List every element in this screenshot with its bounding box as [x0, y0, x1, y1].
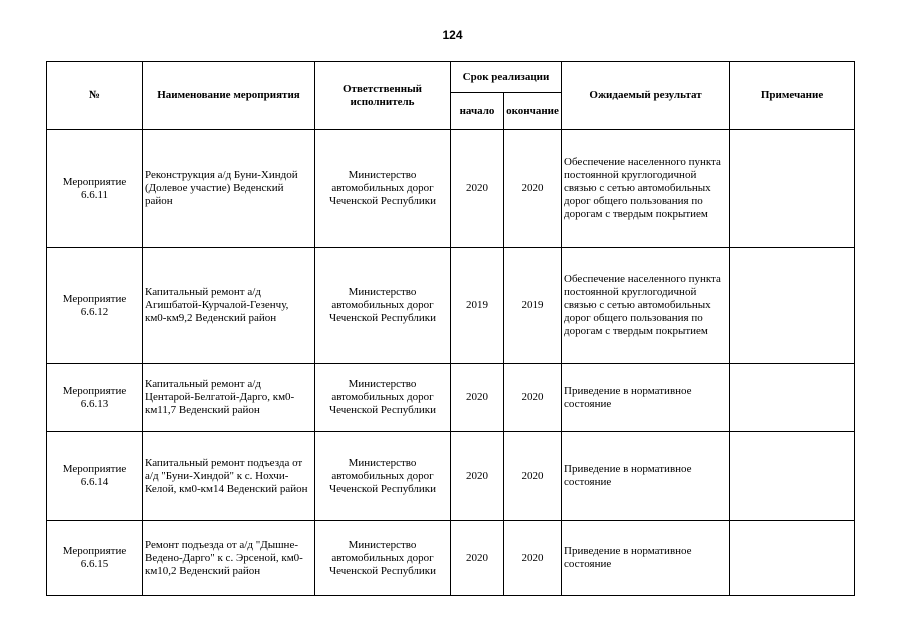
header-note: Примечание: [730, 62, 855, 130]
cell-start: 2020: [451, 364, 504, 432]
cell-start: 2020: [451, 130, 504, 248]
header-num: №: [47, 62, 143, 130]
cell-start: 2019: [451, 248, 504, 364]
table-row: [47, 130, 855, 248]
cell-responsible: Министерство автомобильных дорог Чеченской Республики: [315, 248, 451, 364]
cell-note: [730, 248, 855, 364]
cell-note: [730, 432, 855, 521]
cell-end: 2020: [504, 364, 562, 432]
cell-num: Мероприятие 6.6.15: [47, 521, 143, 596]
header-start: начало: [451, 93, 504, 130]
cell-end: 2020: [504, 432, 562, 521]
cell-end: 2019: [504, 248, 562, 364]
cell-name: Капитальный ремонт а/д Агишбатой-Курчалой-Гезенчу, км0-км9,2 Веденский район: [143, 248, 315, 364]
cell-result: Обеспечение населенного пункта постоянной круглогодичной связью с сетью автомобильных дорог общего пользования по дорогам с твердым покрытием: [562, 130, 730, 248]
header-name: Наименование мероприятия: [143, 62, 315, 130]
cell-result: Обеспечение населенного пункта постоянной круглогодичной связью с сетью автомобильных дорог общего пользования по дорогам с твердым покрытием: [562, 248, 730, 364]
table-row: [47, 432, 855, 521]
header-end: окончание: [504, 93, 562, 130]
cell-note: [730, 521, 855, 596]
cell-num: Мероприятие 6.6.14: [47, 432, 143, 521]
cell-result: Приведение в нормативное состояние: [562, 521, 730, 596]
cell-name: Капитальный ремонт а/д Центарой-Белгатой-Дарго, км0-км11,7 Веденский район: [143, 364, 315, 432]
activities-table: [46, 61, 855, 596]
cell-note: [730, 364, 855, 432]
cell-num: Мероприятие 6.6.12: [47, 248, 143, 364]
cell-name: Реконструкция а/д Буни-Хиндой (Долевое участие) Веденский район: [143, 130, 315, 248]
table-row: [47, 521, 855, 596]
cell-responsible: Министерство автомобильных дорог Чеченской Республики: [315, 364, 451, 432]
cell-responsible: Министерство автомобильных дорог Чеченской Республики: [315, 521, 451, 596]
cell-note: [730, 130, 855, 248]
header-responsible: Ответственный исполнитель: [315, 62, 451, 130]
cell-name: Капитальный ремонт подъезда от а/д "Буни-Хиндой" к с. Нохчи-Келой, км0-км14 Веденский район: [143, 432, 315, 521]
cell-responsible: Министерство автомобильных дорог Чеченской Республики: [315, 432, 451, 521]
cell-start: 2020: [451, 521, 504, 596]
page-number: 124: [442, 28, 463, 42]
cell-result: Приведение в нормативное состояние: [562, 432, 730, 521]
header-term: Срок реализации: [451, 62, 562, 93]
cell-num: Мероприятие 6.6.13: [47, 364, 143, 432]
cell-end: 2020: [504, 130, 562, 248]
cell-name: Ремонт подъезда от а/д "Дышне-Ведено-Дарго" к с. Эрсеной, км0-км10,2 Веденский район: [143, 521, 315, 596]
cell-result: Приведение в нормативное состояние: [562, 364, 730, 432]
header-result: Ожидаемый результат: [562, 62, 730, 130]
cell-end: 2020: [504, 521, 562, 596]
table-row: [47, 364, 855, 432]
cell-responsible: Министерство автомобильных дорог Чеченской Республики: [315, 130, 451, 248]
cell-start: 2020: [451, 432, 504, 521]
table-header-row: [47, 62, 855, 93]
cell-num: Мероприятие 6.6.11: [47, 130, 143, 248]
table-row: [47, 248, 855, 364]
